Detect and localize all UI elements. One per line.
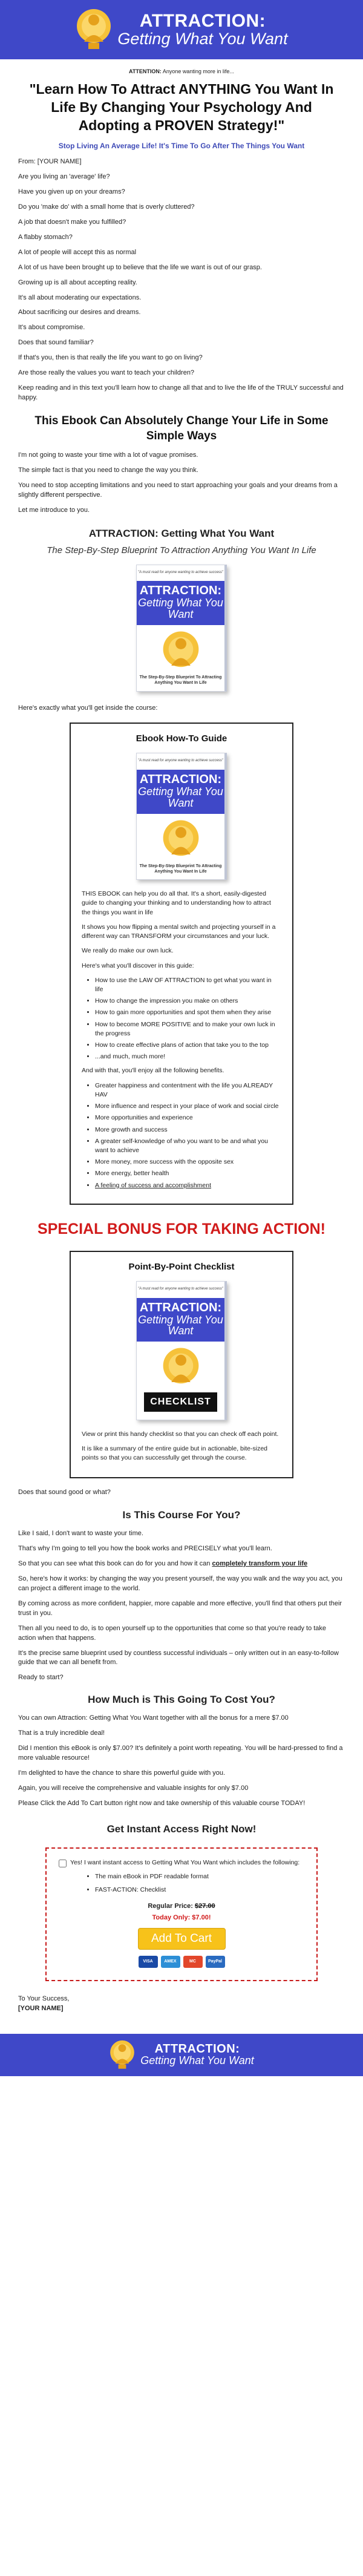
course-paragraph (18, 1559, 345, 1569)
letter-line: Do you 'make do' with a small home that is overly cluttered? (18, 203, 195, 211)
cover-bottom-text: The Step-By-Step Blueprint To Attracting Anything You Want In Life (139, 675, 222, 686)
magnet-person-icon (154, 1345, 208, 1388)
header-banner (0, 0, 363, 59)
course-paragraph: So, here's how it works: by changing the way you present yourself, the way you walk and the way you act, you can project a different image to the world. (18, 1575, 342, 1592)
checklist-band: CHECKLIST (144, 1392, 217, 1411)
cover-quote: "A must read for anyone wanting to achieve success" (137, 1286, 224, 1291)
cover-band (137, 770, 224, 814)
course-paragraph: It's the precise same blueprint used by countless successful individuals – only written out in an easy-to-follow guide that we can all benefit from. (18, 1649, 339, 1667)
list-item: • How to become MORE POSITIVE and to make your own luck in the progress (95, 1020, 281, 1038)
cost-paragraph: Again, you will receive the comprehensive and valuable insights for only $7.00 (18, 1784, 249, 1792)
magnet-person-icon (109, 2039, 136, 2071)
list-item: • How to create effective plans of action that take you to the top (95, 1041, 281, 1050)
add-to-cart-button[interactable]: Add To Cart (138, 1928, 226, 1950)
letter-line: If that's you, then is that really the life you want to go on living? (18, 354, 203, 362)
course-paragraph: Like I said, I don't want to waste your time. (18, 1530, 143, 1538)
ebook-paragraph: It shows you how flipping a mental switch and projecting yourself in a different way can TRANSFORM your circumstances and your luck. (82, 923, 276, 940)
cover-title: ATTRACTION: (139, 584, 222, 598)
cost-paragraph: Please Click the Add To Cart button right now and take ownership of this valuable course TODAY! (18, 1799, 306, 1807)
logo-subtitle: Getting What You Want (117, 29, 288, 48)
list-item: • More influence and respect in your place of work and social circle (95, 1102, 281, 1111)
letter-line: Have you given up on your dreams? (18, 188, 125, 195)
change-paragraph: Let me introduce to you. (18, 506, 90, 514)
ebook-cover-image (136, 753, 227, 880)
product-tagline: The Step-By-Step Blueprint To Attraction Anything You Want In Life (47, 545, 316, 556)
course-heading: Is This Course For You? (122, 1509, 241, 1521)
cover-band (137, 581, 224, 625)
discover-list (95, 976, 281, 1062)
letter-from: From: [YOUR NAME] (18, 158, 82, 166)
list-item: • How to gain more opportunities and spot them when they arise (95, 1008, 281, 1017)
cover-subtitle: Getting What You Want (138, 1313, 223, 1337)
benefits-list (95, 1081, 281, 1190)
transform-link[interactable]: completely transform your life (212, 1559, 308, 1567)
access-items (95, 1872, 304, 1894)
benefit-link[interactable]: A feeling of success and accomplishment (95, 1181, 212, 1189)
cover-quote: "A must read for anyone wanting to achieve success" (137, 759, 224, 763)
letter-line: It's about compromise. (18, 324, 85, 332)
attention-line (18, 68, 345, 76)
magnet-person-icon (154, 818, 208, 860)
letter-line: It's all about moderating our expectations. (18, 293, 142, 301)
change-paragraph: You need to stop accepting limitations and you need to start approaching your goals and your dreams from a slightly different perspective. (18, 482, 338, 499)
cover-subtitle: Getting What You Want (138, 785, 223, 809)
list-item: • How to change the impression you make on others (95, 997, 281, 1006)
change-paragraph: The simple fact is that you need to change the way you think. (18, 467, 198, 474)
course-paragraph: By coming across as more confident, happier, more capable and more effective, you'll find that others put their trust in you. (18, 1599, 342, 1617)
letter-line: A lot of people will accept this as normal (18, 248, 137, 256)
ebook-paragraph: Here's what you'll discover in this guide: (82, 962, 194, 969)
attention-label: ATTENTION: (129, 68, 162, 74)
cover-subtitle: Getting What You Want (138, 597, 223, 621)
bonus-heading: SPECIAL BONUS FOR TAKING ACTION! (38, 1220, 325, 1237)
ebook-card-title: Ebook How-To Guide (136, 733, 227, 744)
amex-icon: AMEX (161, 1956, 180, 1968)
today-price-label: Today Only: (152, 1913, 191, 1921)
access-checkbox-label: Yes! I want instant access to Getting What You Want which includes the following: (70, 1859, 300, 1867)
ebook-paragraph: We really do make our own luck. (82, 947, 174, 955)
ebook-cover-image (136, 565, 227, 692)
cover-quote: "A must read for anyone wanting to achieve success" (137, 570, 224, 574)
magnet-person-icon (75, 7, 113, 53)
cover-title: ATTRACTION: (139, 1300, 222, 1314)
letter-line: A flabby stomach? (18, 233, 73, 241)
list-item: • How to use the LAW OF ATTRACTION to get what you want in life (95, 976, 281, 994)
today-price-value: $7.00! (192, 1913, 211, 1921)
cost-paragraph: Did I mention this eBook is only $7.00? It's definitely a point worth repeating. You will be hard-pressed to find a more valuable resource! (18, 1744, 343, 1762)
list-item: • More money, more success with the opposite sex (95, 1158, 281, 1167)
section-heading-change: This Ebook Can Absolutely Change Your Life in Some Simple Ways (34, 415, 329, 442)
cost-heading: How Much is This Going To Cost You? (88, 1694, 275, 1706)
footer-banner (0, 2034, 363, 2076)
logo-title: ATTRACTION: (139, 10, 266, 31)
paypal-icon: PayPal (206, 1956, 225, 1968)
ebook-paragraph: THIS EBOOK can help you do all that. It's a short, easily-digested guide to changing your thinking and to understanding how to attract the things you want in life (82, 890, 271, 916)
access-checkbox-row[interactable] (59, 1858, 304, 1867)
letter-line: Keep reading and in this text you'll learn how to change all that and to live the life of the TRULY successful and happy. (18, 384, 344, 402)
change-paragraph: I'm not going to waste your time with a lot of vague promises. (18, 451, 198, 459)
footer-logo (109, 2039, 253, 2071)
regular-price-value: $27.00 (195, 1902, 215, 1910)
checklist-card (70, 1251, 293, 1478)
list-item: • A greater self-knowledge of who you want to be and what you want to achieve (95, 1137, 281, 1155)
magnet-person-icon (154, 629, 208, 671)
checklist-cover-image (136, 1281, 227, 1420)
main-headline: "Learn How To Attract ANYTHING You Want In Life By Changing Your Psychology And Adopting a PROVEN Strategy!" (29, 81, 334, 133)
cost-paragraph: I'm delighted to have the chance to share this powerful guide with you. (18, 1769, 226, 1777)
ebook-guide-card (70, 723, 293, 1204)
cost-paragraph: You can own Attraction: Getting What You Want together with all the bonus for a mere $7.00 (18, 1714, 289, 1722)
signoff-name: [YOUR NAME] (18, 2004, 64, 2012)
benefits-intro: And with that, you'll enjoy all the following benefits. (82, 1067, 224, 1075)
letter-line: Does that sound familiar? (18, 339, 94, 347)
checklist-paragraph: It is like a summary of the entire guide but in actionable, bite-sized points so that you can successfully get through the course. (82, 1445, 267, 1462)
letter-line: Are you living an 'average' life? (18, 173, 110, 181)
course-paragraph: Then all you need to do, is to open yourself up to the opportunities that come so that you're ready to take action when that happens. (18, 1624, 327, 1642)
access-heading: Get Instant Access Right Now! (106, 1823, 257, 1835)
inside-intro: Here's exactly what you'll get inside the course: (18, 704, 158, 712)
cover-bottom-text: The Step-By-Step Blueprint To Attracting Anything You Want In Life (139, 864, 222, 874)
sales-letter (18, 157, 345, 403)
sound-good-line: Does that sound good or what? (18, 1488, 111, 1496)
course-paragraph: Ready to start? (18, 1674, 64, 1682)
access-checkbox[interactable] (59, 1860, 67, 1867)
cover-title: ATTRACTION: (139, 772, 222, 786)
visa-icon: VISA (139, 1956, 158, 1968)
attention-text: Anyone wanting more in life... (162, 68, 234, 74)
payment-methods (59, 1956, 304, 1968)
checklist-paragraph: View or print this handy checklist so that you can check off each point. (82, 1430, 279, 1438)
list-item: • ...and much, much more! (95, 1052, 281, 1061)
cost-paragraph: That is a truly incredible deal! (18, 1729, 105, 1737)
regular-price (59, 1902, 304, 1912)
list-item: • More growth and success (95, 1126, 281, 1135)
letter-line: Are those really the values you want to teach your children? (18, 369, 195, 377)
checklist-card-title: Point-By-Point Checklist (128, 1262, 235, 1273)
course-paragraph: That's why I'm going to tell you how the book works and PRECISELY what you'll learn. (18, 1545, 272, 1553)
letter-line: About sacrificing our desires and dreams. (18, 309, 141, 316)
today-price (59, 1913, 304, 1923)
list-item: • FAST-ACTION: Checklist (95, 1886, 304, 1895)
list-item: • More energy, better health (95, 1169, 281, 1178)
logo-subtitle: Getting What You Want (140, 2054, 254, 2067)
list-item (95, 1181, 281, 1190)
letter-line: A lot of us have been brought up to believe that the life we want is out of our grasp. (18, 263, 262, 271)
logo-title: ATTRACTION: (154, 2042, 240, 2056)
signoff-line: To Your Success, (18, 1994, 70, 2002)
list-item: • Greater happiness and contentment with the life you ALREADY HAV (95, 1081, 281, 1100)
product-title: ATTRACTION: Getting What You Want (88, 528, 275, 540)
sub-headline: Stop Living An Average Life! It's Time To Go After The Things You Want (58, 141, 305, 150)
course-text: So that you can see what this book can do for you and how it can (18, 1559, 211, 1567)
cover-band (137, 1298, 224, 1342)
letter-line: A job that doesn't make you fulfilled? (18, 218, 126, 226)
regular-price-label: Regular Price: (148, 1902, 193, 1910)
letter-line: Growing up is all about accepting reality. (18, 278, 137, 286)
logo (75, 7, 287, 53)
list-item: • More opportunities and experience (95, 1113, 281, 1122)
list-item: • The main eBook in PDF readable format (95, 1872, 304, 1881)
mastercard-icon: MC (183, 1956, 203, 1968)
order-box (45, 1847, 318, 1981)
